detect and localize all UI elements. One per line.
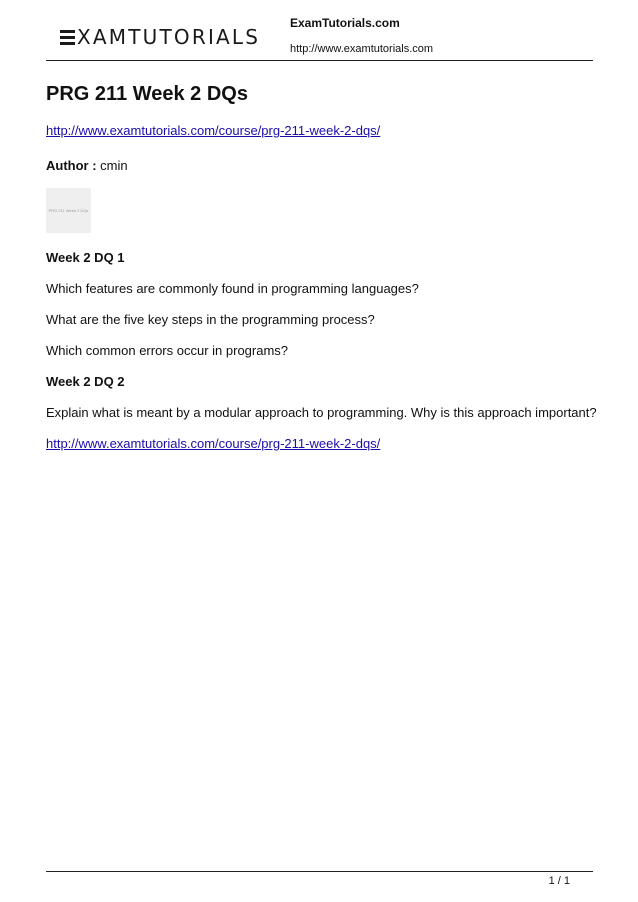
footer-divider (46, 871, 593, 872)
page-title: PRG 211 Week 2 DQs (46, 83, 248, 105)
document-body (46, 82, 606, 452)
course-link[interactable]: http://www.examtutorials.com/course/prg-211-week-2-dqs/ (46, 123, 381, 138)
page-header (46, 0, 593, 61)
dq1-question-2: What are the five key steps in the programming process? (46, 312, 375, 327)
footer-course-link[interactable]: http://www.examtutorials.com/course/prg-211-week-2-dqs/ (46, 436, 381, 451)
course-thumbnail (46, 188, 91, 233)
dq2-question-1: Explain what is meant by a modular approach to programming. Why is this approach important? (46, 405, 597, 420)
site-url: http://www.examtutorials.com (290, 43, 434, 55)
page-indicator: 1 / 1 (548, 875, 570, 887)
logo-text: XAMTUTORIALS (77, 25, 261, 49)
author-name: cmin (100, 158, 128, 173)
section-heading-dq1: Week 2 DQ 1 (46, 250, 125, 265)
section-heading-dq2: Week 2 DQ 2 (46, 374, 125, 389)
site-name: ExamTutorials.com (290, 16, 400, 30)
dq1-question-1: Which features are commonly found in programming languages? (46, 281, 419, 296)
logo-e-bars-icon (60, 30, 75, 45)
author-label: Author : (46, 158, 97, 173)
examtutorials-logo[interactable] (60, 25, 260, 49)
thumbnail-caption: PRG 211 Week 2 DQs (48, 208, 89, 213)
author-line (46, 158, 606, 174)
dq1-question-3: Which common errors occur in programs? (46, 343, 289, 358)
